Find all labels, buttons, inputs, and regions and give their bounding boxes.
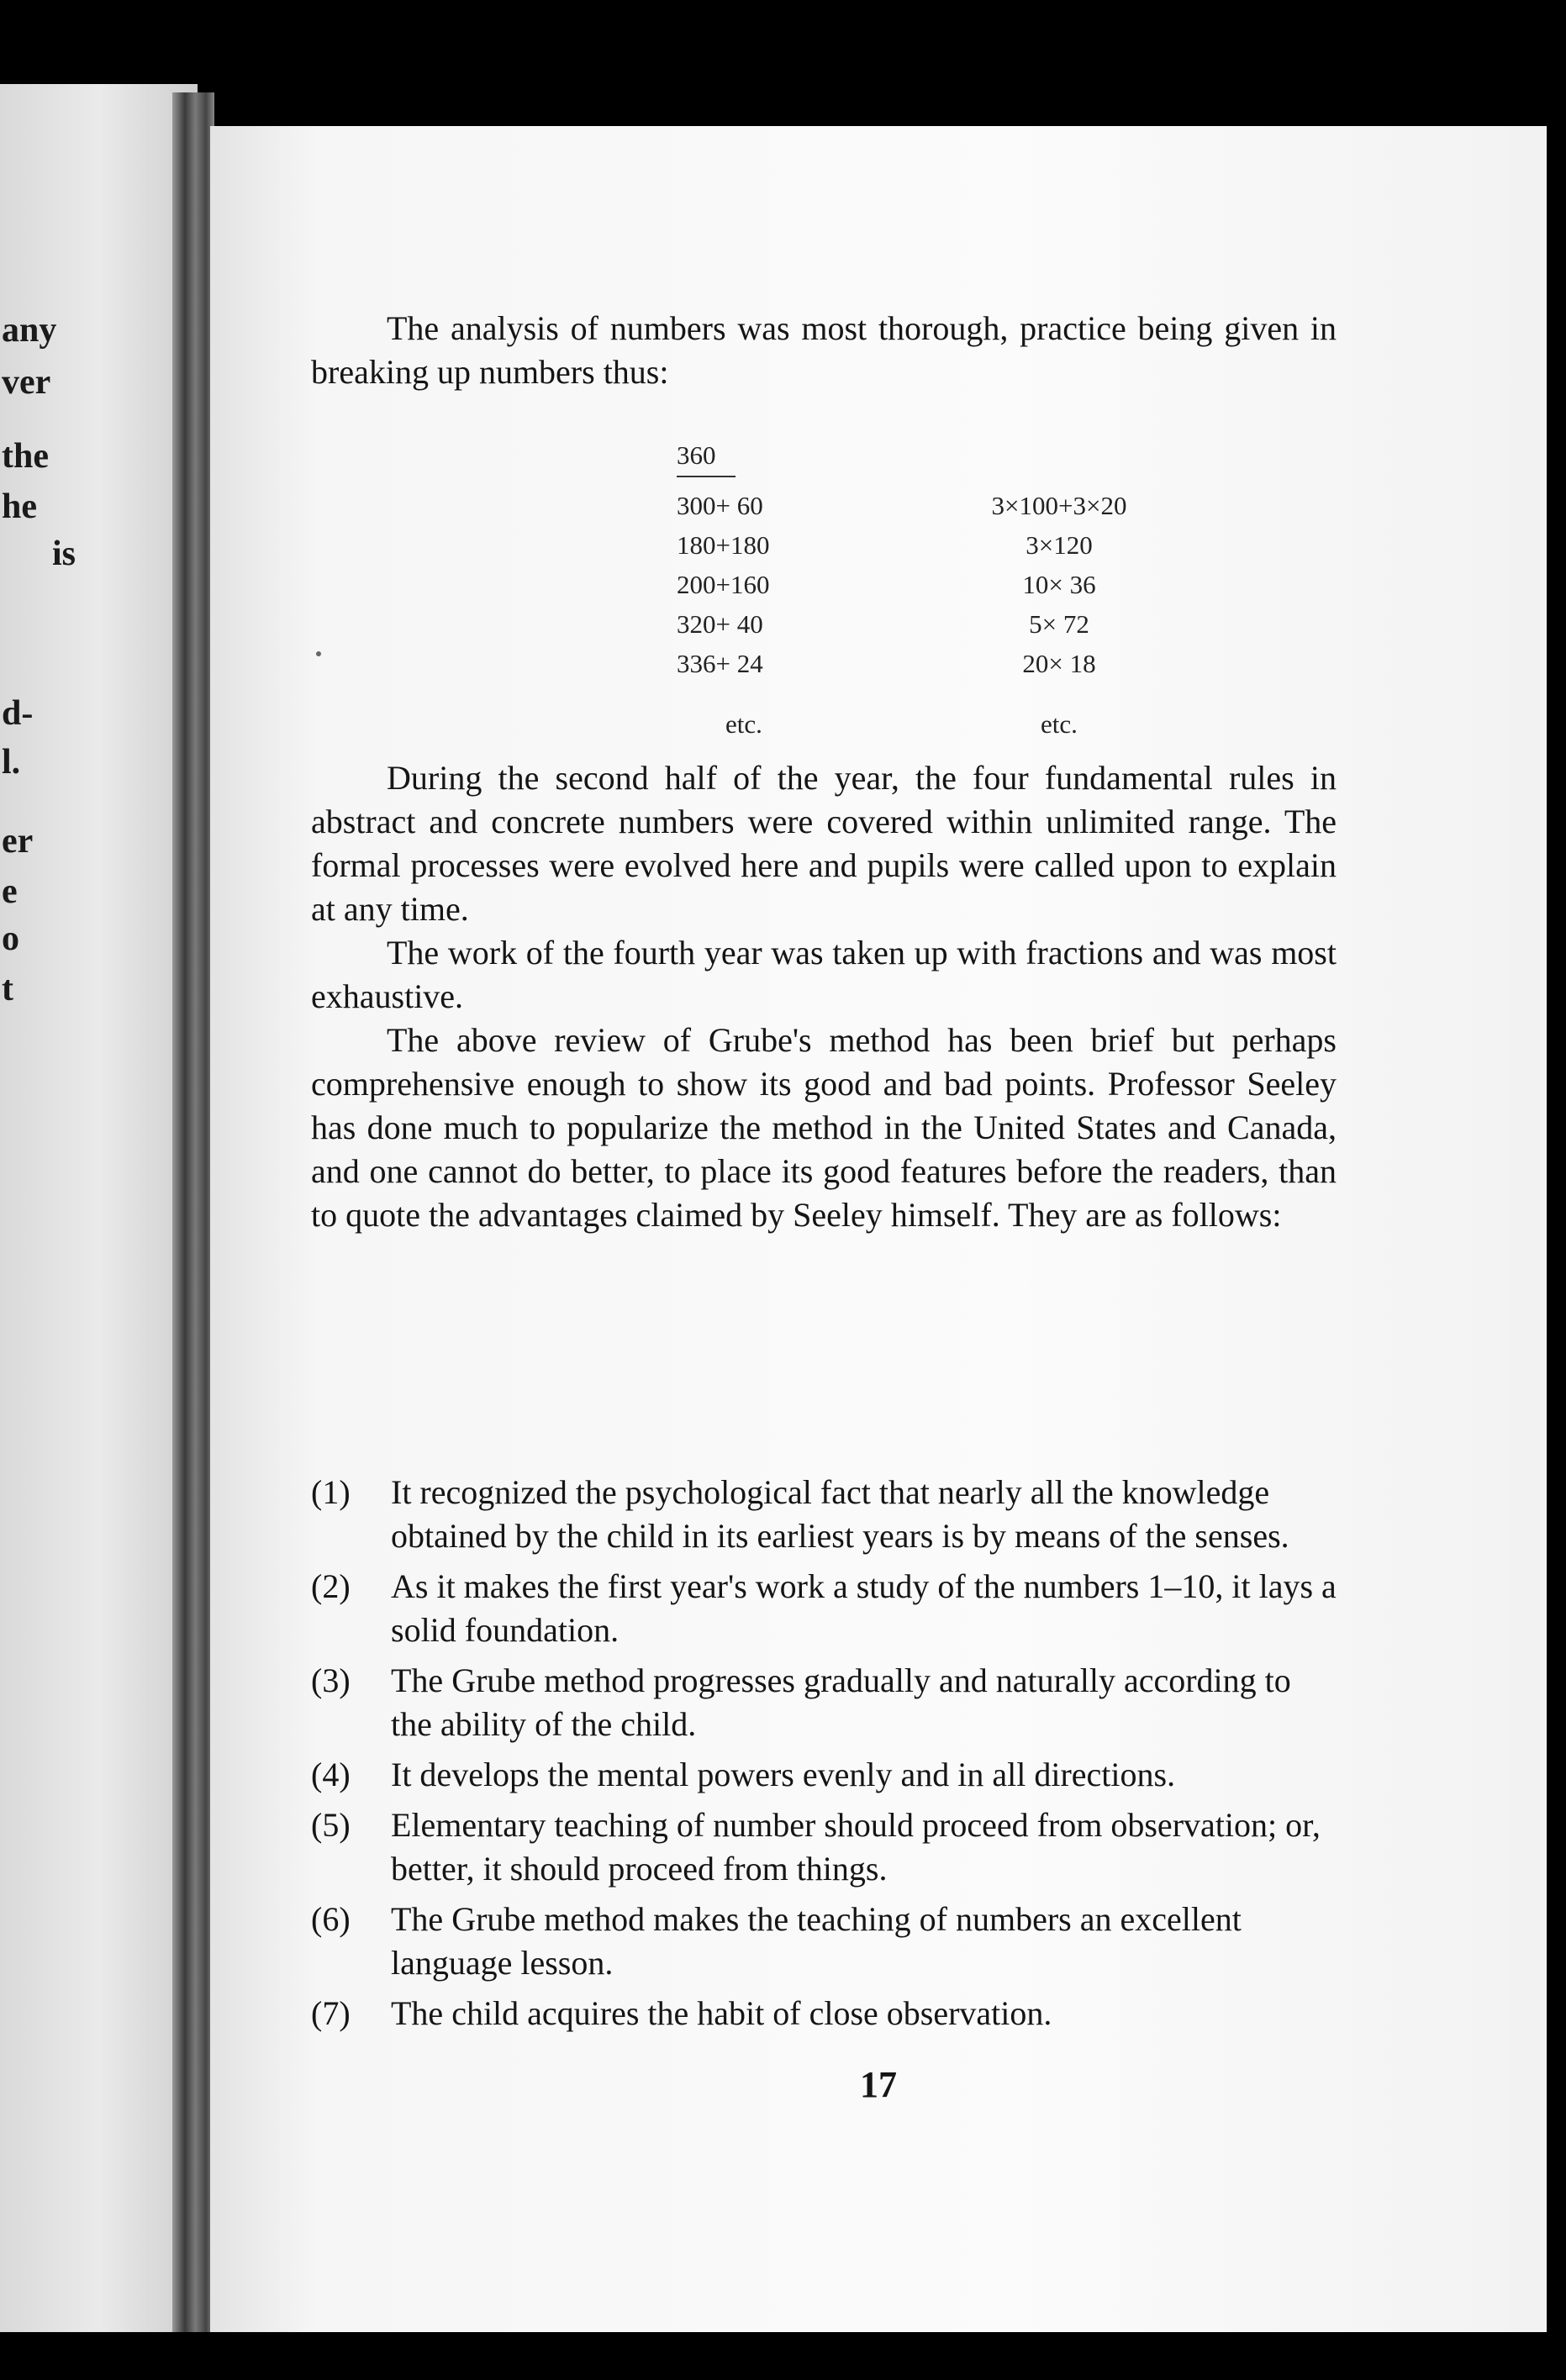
list-item-text: It recognized the psychological fact that nearly all the knowledge obtained by the child in its earliest years is by means of the senses.	[391, 1473, 1289, 1555]
left-page-fragment: he	[2, 487, 37, 526]
body-text-top	[311, 307, 1337, 394]
list-item-number: (2)	[311, 1567, 351, 1605]
calc-product: 3×100+3×20	[991, 491, 1127, 520]
list-item	[311, 1659, 1337, 1746]
calc-etc-row	[677, 704, 1215, 744]
list-item	[311, 1803, 1337, 1891]
calc-product: 20× 18	[1022, 649, 1096, 678]
calc-row	[677, 525, 1215, 565]
calc-sum: 180+180	[677, 530, 770, 560]
list-item-number: (7)	[311, 1994, 351, 2032]
left-page-fragment: d-	[2, 694, 34, 733]
calc-row	[677, 604, 1215, 644]
left-page-fragment: ver	[2, 363, 51, 402]
list-item	[311, 1898, 1337, 1985]
paragraph-fourth-year: The work of the fourth year was taken up with fractions and was most exhaustive.	[311, 934, 1337, 1015]
list-item-text: The Grube method makes the teaching of numbers an excellent language lesson.	[391, 1900, 1242, 1982]
left-page-fragment: er	[2, 822, 34, 861]
paragraph-review: The above review of Grube's method has been brief but perhaps comprehensive enough to show its good and bad points. Professor Seeley has done much to popularize the method in the United States and Canada, and one cannot do better, to place its good features before the readers, than to quote the advantages claimed by Seeley himself. They are as follows:	[311, 1021, 1337, 1234]
calc-row	[677, 486, 1215, 525]
calc-row	[677, 644, 1215, 683]
calc-product: 5× 72	[1029, 609, 1089, 639]
book-page	[210, 126, 1547, 2332]
calc-product: 10× 36	[1022, 570, 1096, 599]
list-item-number: (3)	[311, 1661, 351, 1699]
calc-etc-left: etc.	[725, 709, 762, 739]
list-item-number: (6)	[311, 1900, 351, 1938]
left-page-fragment: o	[2, 919, 19, 958]
calc-rule	[677, 476, 736, 477]
paragraph-analysis: The analysis of numbers was most thorough, practice being given in breaking up numbers thus:	[311, 309, 1337, 391]
list-item-number: (5)	[311, 1806, 351, 1844]
left-page-fragment: any	[2, 311, 57, 350]
calc-total: 360	[677, 440, 716, 470]
list-item	[311, 1992, 1337, 2035]
left-page-fragment: the	[2, 437, 49, 476]
calc-sum: 320+ 40	[677, 609, 763, 639]
calc-sum: 300+ 60	[677, 491, 763, 520]
left-page-fragment: e	[2, 872, 18, 911]
list-item-text: Elementary teaching of number should proceed from observation; or, better, it should proceed from things.	[391, 1806, 1321, 1888]
list-item-number: (1)	[311, 1473, 351, 1511]
calc-row	[677, 565, 1215, 604]
page-number: 17	[860, 2064, 897, 2105]
left-page-fragment: is	[52, 534, 76, 573]
list-item-number: (4)	[311, 1756, 351, 1793]
print-speck	[316, 651, 321, 656]
book-gutter	[172, 92, 214, 2332]
calc-sum: 336+ 24	[677, 649, 763, 678]
left-page-fragment: t	[2, 970, 13, 1008]
left-page-fragment: l.	[2, 743, 21, 782]
list-item-text: It develops the mental powers evenly and in all directions.	[391, 1756, 1176, 1793]
left-facing-page	[0, 84, 198, 2332]
body-text-middle	[311, 756, 1337, 1237]
list-item-text: The child acquires the habit of close observation.	[391, 1994, 1052, 2032]
list-item-text: The Grube method progresses gradually and naturally according to the ability of the child.	[391, 1661, 1291, 1743]
list-item	[311, 1471, 1337, 1558]
list-item	[311, 1753, 1337, 1797]
advantages-list	[311, 1471, 1337, 2042]
calc-etc-right: etc.	[1041, 709, 1078, 739]
calc-sum: 200+160	[677, 570, 770, 599]
list-item	[311, 1565, 1337, 1652]
paragraph-second-half: During the second half of the year, the four fundamental rules in abstract and concrete numbers were covered within unlimited range. The formal processes were evolved here and pupils were called upon to explain at any time.	[311, 759, 1337, 928]
list-item-text: As it makes the first year's work a study of the numbers 1–10, it lays a solid foundation.	[391, 1567, 1337, 1649]
calc-product: 3×120	[1026, 530, 1093, 560]
